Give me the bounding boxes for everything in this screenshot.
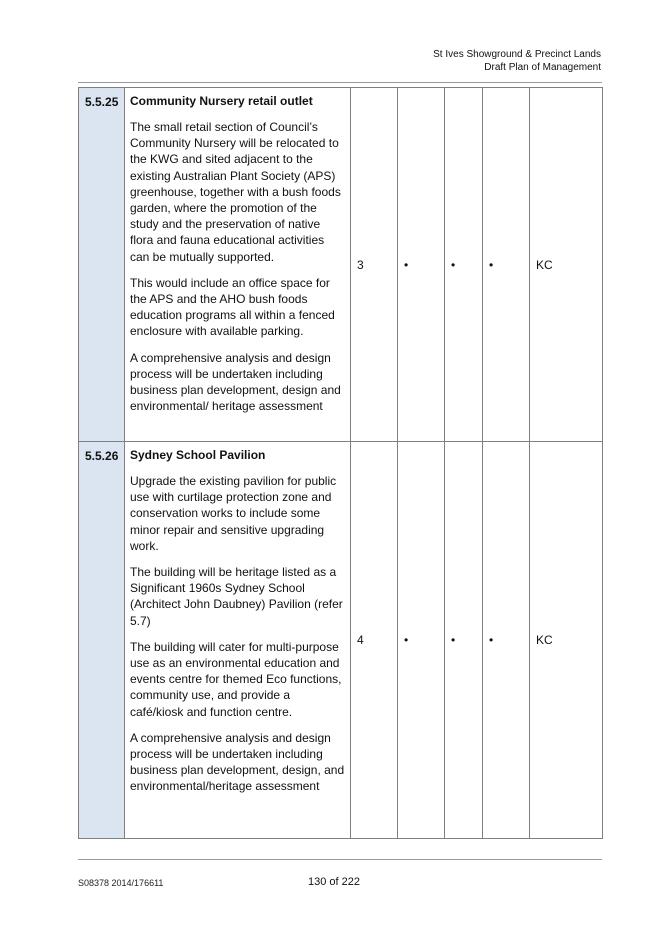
responsibility-cell: KC (530, 88, 603, 442)
priority-cell: 3 (351, 88, 398, 442)
bullet-mark: • (483, 442, 530, 839)
action-description (125, 88, 351, 442)
action-paragraph: A comprehensive analysis and design process will be undertaken including business plan development, design and environmental/ heritage assessment (130, 350, 341, 414)
action-title: Community Nursery retail outlet (130, 94, 313, 108)
footer-divider (78, 859, 602, 860)
action-paragraph: A comprehensive analysis and design process will be undertaken including business plan development, design, and environmental/heritage assessment (130, 730, 345, 794)
action-paragraph: The building will cater for multi-purpose use as an environmental education and events centre for themed Eco functions, community use, and provide a café/kiosk and function centre. (130, 639, 342, 719)
action-paragraph: The small retail section of Council’s Community Nursery will be relocated to the KWG and sited adjacent to the existing Australian Plant Society (APS) greenhouse, together with a bush foods garden, where the promotion of the study and the preservation of native flora and fauna educational activities can be mutually supported. (130, 120, 341, 264)
action-number: 5.5.25 (79, 88, 125, 442)
priority-cell: 4 (351, 442, 398, 839)
bullet-mark: • (445, 442, 483, 839)
action-number: 5.5.26 (79, 442, 125, 839)
action-table (78, 87, 603, 839)
bullet-mark: • (483, 88, 530, 442)
action-description (125, 442, 351, 839)
header-title: St Ives Showground & Precinct Lands (433, 49, 601, 60)
action-paragraph: The building will be heritage listed as a Significant 1960s Sydney School (Architect John Daubney) Pavilion (refer 5.7) (130, 565, 343, 628)
page-header (433, 48, 601, 74)
bullet-mark: • (398, 442, 445, 839)
header-subtitle: Draft Plan of Management (484, 62, 601, 73)
table-row (79, 442, 603, 839)
action-paragraph: Upgrade the existing pavilion for public use with curtilage protection zone and conservation works to include some minor repair and sensitive upgrading work. (130, 474, 337, 553)
action-paragraph: This would include an office space for the APS and the AHO bush foods education programs all within a fenced enclosure with available parking. (130, 275, 335, 339)
bullet-mark: • (398, 88, 445, 442)
table-row (79, 88, 603, 442)
header-divider (78, 82, 602, 83)
bullet-mark: • (445, 88, 483, 442)
page-number: 130 of 222 (308, 876, 360, 888)
responsibility-cell: KC (530, 442, 603, 839)
action-title: Sydney School Pavilion (130, 448, 266, 462)
document-reference: S08378 2014/176611 (78, 878, 164, 888)
